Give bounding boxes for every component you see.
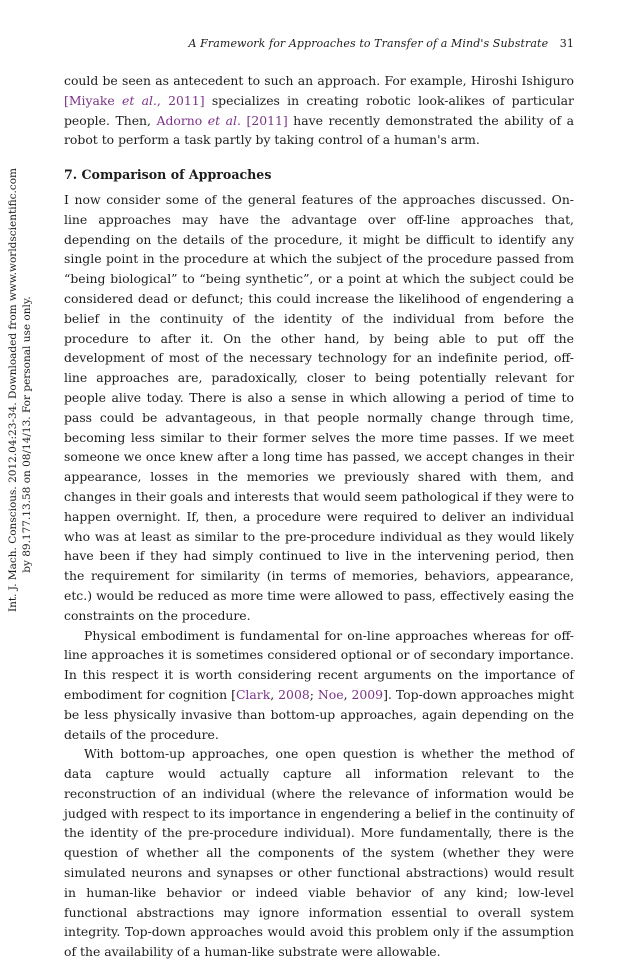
- article-body: [64, 71, 574, 962]
- intro-text: could be seen as antecedent to such an approach. For example, Hiroshi Ishiguro: [64, 73, 574, 88]
- download-stamp-line-1: Int. J. Mach. Conscious. 2012.04:23-34. Downloaded from www.worldscientific.com: [7, 168, 19, 612]
- section-paragraph-2: Physical embodiment is fundamental for on-line approaches whereas for off-line approaches it is sometimes considered optional or of secondary importance. In this respect it is worth considering recent arguments on the importance of embodiment for cognition [Clark, 2008; Noe, 2009]. Top-down approaches might be less physically invasive than bottom-up approaches, again depending on the details of the procedure.: [64, 627, 574, 742]
- running-title: A Framework for Approaches to Transfer of a Mind's Substrate: [188, 37, 549, 50]
- download-stamp-line-2: by 89.177.13.58 on 08/14/13. For personal use only.: [21, 296, 33, 573]
- page-number: 31: [559, 37, 574, 50]
- section-paragraph-3: With bottom-up approaches, one open question is whether the method of data capture would actually capture all information relevant to the reconstruction of an individual (where the relevance of information would be judged with respect to its importance in engendering a belief in the continuity of the identity of the pre-procedure individual). More fundamentally, there is the question of whether all the components of the system (whether they were simulated neurons and synapses or other functional abstractions) would result in human-like behavior or indeed viable behavior of any kind; low-level functional abstractions may ignore information essential to overall system integrity. Top-down approaches would avoid this problem only if the assumption of the availability of a human-like substrate were allowable.: [64, 746, 574, 960]
- paragraph-text: Physical embodiment is fundamental for on-line approaches whereas for off-line approaches it is sometimes considered optional or of secondary importance. In this respect it is worth considering recent arguments on the importance of embodiment for cognition [: [64, 627, 574, 702]
- citation-adorno[interactable]: Adorno et al.: [156, 112, 241, 128]
- intro-text: specializes in creating robotic look-alikes of particular people. Then,: [64, 92, 574, 128]
- citation-miyake[interactable]: [Miyake et al., 2011]: [64, 92, 205, 108]
- intro-paragraph: [64, 71, 574, 150]
- section-paragraph-1: I now consider some of the general features of the approaches discussed. On-line approaches may have the advantage over off-line approaches that, depending on the details of the procedure, it might be difficult to identify any single point in the procedure at which the subject of the procedure passed from “being biological” to “being synthetic”, or a point at which the subject could be considered dead or defunct; this could increase the likelihood of engendering a belief in the continuity of the identity of the individual from before the procedure to after it. On the other hand, by being able to put off the development of most of the necessary technology for an indefinite period, off-line approaches are, paradoxically, closer to being potentially relevant for people alive today. There is also a sense in which allowing a period of time to pass could be advantageous, in that people normally change through time, becoming less similar to their former selves the more time passes. If we meet someone we once knew after a long time has passed, we accept changes in their appearance, losses in the memories we previously shared with them, and changes in their goals and interests that would seem pathological if they were to happen overnight. If, then, a procedure were required to deliver an individual who was at least as similar to the pre-procedure individual as they would likely have been if they had simply continued to live in the intervening period, then the requirement for similarity (in terms of memories, behaviors, appearance, etc.) would be reduced as more time were allowed to pass, effectively easing the constraints on the procedure.: [64, 191, 574, 623]
- running-header: [64, 37, 574, 50]
- section-heading: 7. Comparison of Approaches: [64, 167, 272, 183]
- citation-noe[interactable]: Noe: [317, 686, 344, 702]
- download-stamp: [6, 168, 42, 612]
- paragraph-text: ]. Top-down approaches might be less physically invasive than bottom-up approaches, again depending on the details of the procedure.: [64, 686, 574, 742]
- citation-clark[interactable]: Clark: [235, 686, 271, 702]
- intro-text: have recently demonstrated the ability of a robot to perform a task partly by taking control of a human's arm.: [64, 112, 575, 148]
- citation-clark-year[interactable]: 2008: [278, 686, 310, 702]
- citation-adorno-year[interactable]: [2011]: [240, 112, 288, 128]
- citation-noe-year[interactable]: 2009: [351, 686, 384, 702]
